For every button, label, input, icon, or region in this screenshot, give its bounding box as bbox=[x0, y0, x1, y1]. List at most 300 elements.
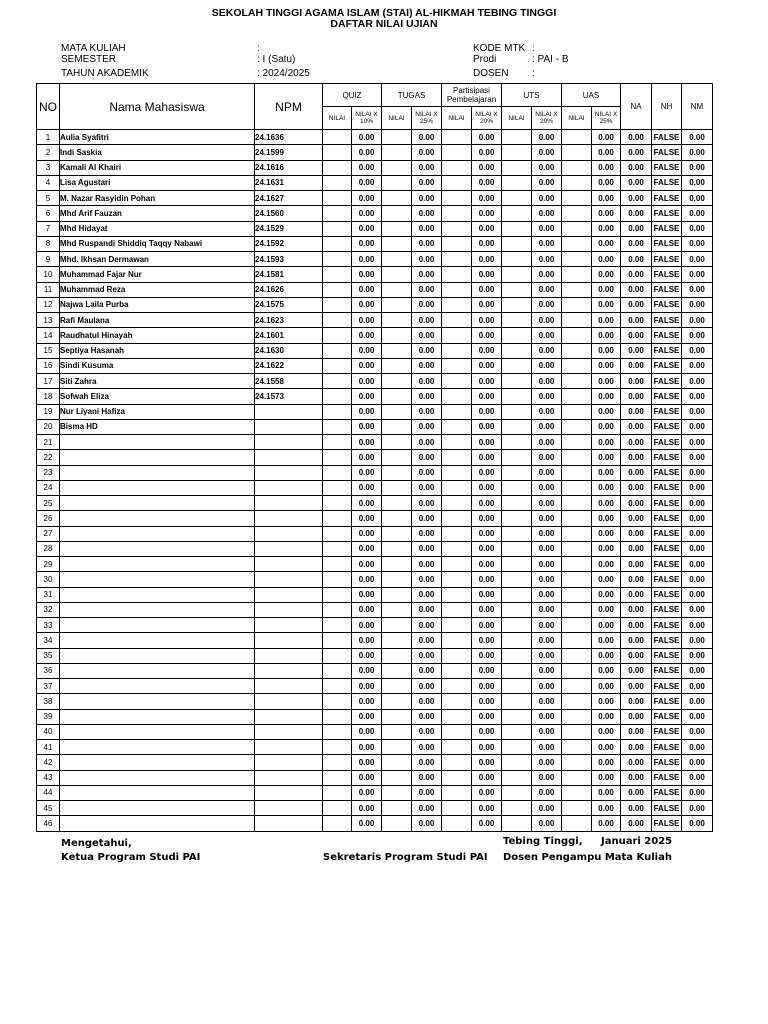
uas-nilai bbox=[562, 755, 592, 770]
uts-score: 0.00 bbox=[532, 602, 562, 617]
student-name bbox=[60, 526, 255, 541]
quiz-score: 0.00 bbox=[352, 297, 382, 312]
quiz-score: 0.00 bbox=[352, 648, 382, 663]
nm-cell: 0.00 bbox=[682, 618, 713, 633]
row-number: 9 bbox=[37, 252, 60, 267]
tugas-score: 0.00 bbox=[412, 724, 442, 739]
quiz-score: 0.00 bbox=[352, 602, 382, 617]
uas-nilai bbox=[562, 175, 592, 190]
tugas-nilai bbox=[382, 236, 412, 251]
nm-cell: 0.00 bbox=[682, 221, 713, 236]
na-cell: 0.00 bbox=[621, 663, 652, 678]
ketua-prodi-label: Ketua Program Studi PAI bbox=[61, 852, 201, 863]
uas-nilai bbox=[562, 313, 592, 328]
student-npm: 24.1623 bbox=[255, 313, 323, 328]
date-label: Januari 2025 bbox=[601, 836, 673, 847]
na-cell: 0.00 bbox=[621, 313, 652, 328]
quiz-nilai bbox=[323, 435, 352, 450]
partisipasi-score: 0.00 bbox=[472, 816, 502, 831]
nh-cell: FALSE bbox=[652, 816, 682, 831]
uas-score: 0.00 bbox=[592, 374, 621, 389]
partisipasi-nilai bbox=[442, 236, 472, 251]
header-uas: UAS bbox=[562, 84, 621, 107]
quiz-score: 0.00 bbox=[352, 236, 382, 251]
quiz-nilai bbox=[323, 328, 352, 343]
uts-score: 0.00 bbox=[532, 267, 562, 282]
partisipasi-nilai bbox=[442, 541, 472, 556]
quiz-nilai bbox=[323, 496, 352, 511]
uts-nilai bbox=[502, 236, 532, 251]
tugas-nilai bbox=[382, 313, 412, 328]
tugas-score: 0.00 bbox=[412, 602, 442, 617]
quiz-score: 0.00 bbox=[352, 419, 382, 434]
uas-nilai bbox=[562, 435, 592, 450]
partisipasi-score: 0.00 bbox=[472, 724, 502, 739]
partisipasi-nilai bbox=[442, 374, 472, 389]
nh-cell: FALSE bbox=[652, 435, 682, 450]
partisipasi-nilai bbox=[442, 206, 472, 221]
quiz-score: 0.00 bbox=[352, 770, 382, 785]
uts-score: 0.00 bbox=[532, 374, 562, 389]
partisipasi-nilai bbox=[442, 419, 472, 434]
student-name: Mhd Hidayat bbox=[60, 221, 255, 236]
uas-nilai bbox=[562, 480, 592, 495]
table-row bbox=[37, 801, 713, 816]
nh-cell: FALSE bbox=[652, 785, 682, 800]
header-uts-pct: NILAI X 20% bbox=[532, 107, 562, 130]
nh-cell: FALSE bbox=[652, 145, 682, 160]
nm-cell: 0.00 bbox=[682, 160, 713, 175]
uas-nilai bbox=[562, 496, 592, 511]
nm-cell: 0.00 bbox=[682, 770, 713, 785]
nh-cell: FALSE bbox=[652, 236, 682, 251]
partisipasi-score: 0.00 bbox=[472, 435, 502, 450]
uts-score: 0.00 bbox=[532, 633, 562, 648]
row-number: 36 bbox=[37, 663, 60, 678]
uas-score: 0.00 bbox=[592, 297, 621, 312]
table-row bbox=[37, 191, 713, 206]
student-name bbox=[60, 694, 255, 709]
partisipasi-score: 0.00 bbox=[472, 511, 502, 526]
header-uas-nilai: NILAI bbox=[562, 107, 592, 130]
sekretaris-prodi-label: Sekretaris Program Studi PAI bbox=[323, 852, 488, 863]
na-cell: 0.00 bbox=[621, 374, 652, 389]
partisipasi-nilai bbox=[442, 404, 472, 419]
na-cell: 0.00 bbox=[621, 572, 652, 587]
partisipasi-nilai bbox=[442, 755, 472, 770]
table-row bbox=[37, 404, 713, 419]
quiz-score: 0.00 bbox=[352, 526, 382, 541]
tugas-nilai bbox=[382, 374, 412, 389]
student-npm bbox=[255, 648, 323, 663]
nm-cell: 0.00 bbox=[682, 206, 713, 221]
quiz-nilai bbox=[323, 724, 352, 739]
partisipasi-score: 0.00 bbox=[472, 755, 502, 770]
uas-score: 0.00 bbox=[592, 236, 621, 251]
uts-score: 0.00 bbox=[532, 130, 562, 145]
na-cell: 0.00 bbox=[621, 145, 652, 160]
table-row bbox=[37, 618, 713, 633]
tugas-score: 0.00 bbox=[412, 145, 442, 160]
na-cell: 0.00 bbox=[621, 404, 652, 419]
tugas-score: 0.00 bbox=[412, 557, 442, 572]
dosen-value: : bbox=[532, 68, 535, 79]
partisipasi-nilai bbox=[442, 785, 472, 800]
nh-cell: FALSE bbox=[652, 496, 682, 511]
tugas-score: 0.00 bbox=[412, 160, 442, 175]
quiz-nilai bbox=[323, 602, 352, 617]
student-npm: 24.1601 bbox=[255, 328, 323, 343]
tugas-score: 0.00 bbox=[412, 755, 442, 770]
student-npm: 24.1560 bbox=[255, 206, 323, 221]
nh-cell: FALSE bbox=[652, 328, 682, 343]
quiz-nilai bbox=[323, 206, 352, 221]
partisipasi-nilai bbox=[442, 587, 472, 602]
quiz-nilai bbox=[323, 450, 352, 465]
row-number: 27 bbox=[37, 526, 60, 541]
table-row bbox=[37, 328, 713, 343]
partisipasi-score: 0.00 bbox=[472, 145, 502, 160]
student-name: Bisma HD bbox=[60, 419, 255, 434]
uas-nilai bbox=[562, 648, 592, 663]
nm-cell: 0.00 bbox=[682, 602, 713, 617]
uts-score: 0.00 bbox=[532, 801, 562, 816]
nh-cell: FALSE bbox=[652, 252, 682, 267]
dosen-pengampu-label: Dosen Pengampu Mata Kuliah bbox=[503, 852, 672, 863]
row-number: 8 bbox=[37, 236, 60, 251]
student-npm bbox=[255, 587, 323, 602]
uas-score: 0.00 bbox=[592, 526, 621, 541]
table-row bbox=[37, 541, 713, 556]
quiz-nilai bbox=[323, 480, 352, 495]
tugas-nilai bbox=[382, 465, 412, 480]
uas-nilai bbox=[562, 130, 592, 145]
nh-cell: FALSE bbox=[652, 526, 682, 541]
uas-score: 0.00 bbox=[592, 145, 621, 160]
uas-score: 0.00 bbox=[592, 663, 621, 678]
header-tugas-pct: NILAI X 25% bbox=[412, 107, 442, 130]
row-number: 30 bbox=[37, 572, 60, 587]
tugas-nilai bbox=[382, 511, 412, 526]
quiz-nilai bbox=[323, 130, 352, 145]
uas-score: 0.00 bbox=[592, 389, 621, 404]
tugas-nilai bbox=[382, 252, 412, 267]
table-row bbox=[37, 236, 713, 251]
uas-nilai bbox=[562, 236, 592, 251]
header-uts: UTS bbox=[502, 84, 562, 107]
quiz-score: 0.00 bbox=[352, 282, 382, 297]
table-row bbox=[37, 297, 713, 312]
na-cell: 0.00 bbox=[621, 785, 652, 800]
tugas-nilai bbox=[382, 785, 412, 800]
tugas-score: 0.00 bbox=[412, 541, 442, 556]
tugas-score: 0.00 bbox=[412, 785, 442, 800]
student-npm bbox=[255, 435, 323, 450]
student-name bbox=[60, 679, 255, 694]
quiz-nilai bbox=[323, 679, 352, 694]
nm-cell: 0.00 bbox=[682, 557, 713, 572]
uas-score: 0.00 bbox=[592, 221, 621, 236]
table-row bbox=[37, 572, 713, 587]
partisipasi-score: 0.00 bbox=[472, 404, 502, 419]
partisipasi-nilai bbox=[442, 328, 472, 343]
tugas-score: 0.00 bbox=[412, 236, 442, 251]
nh-cell: FALSE bbox=[652, 511, 682, 526]
quiz-score: 0.00 bbox=[352, 572, 382, 587]
mengetahui-label: Mengetahui, bbox=[61, 838, 132, 849]
table-row bbox=[37, 358, 713, 373]
quiz-score: 0.00 bbox=[352, 511, 382, 526]
na-cell: 0.00 bbox=[621, 709, 652, 724]
nm-cell: 0.00 bbox=[682, 374, 713, 389]
nh-cell: FALSE bbox=[652, 175, 682, 190]
na-cell: 0.00 bbox=[621, 282, 652, 297]
uts-score: 0.00 bbox=[532, 313, 562, 328]
uts-nilai bbox=[502, 313, 532, 328]
quiz-nilai bbox=[323, 785, 352, 800]
quiz-score: 0.00 bbox=[352, 206, 382, 221]
uts-score: 0.00 bbox=[532, 541, 562, 556]
nm-cell: 0.00 bbox=[682, 740, 713, 755]
uts-nilai bbox=[502, 130, 532, 145]
na-cell: 0.00 bbox=[621, 740, 652, 755]
student-name: Siti Zahra bbox=[60, 374, 255, 389]
uts-score: 0.00 bbox=[532, 389, 562, 404]
nm-cell: 0.00 bbox=[682, 663, 713, 678]
student-name: Mhd Ruspandi Shiddiq Taqqy Nabawi bbox=[60, 236, 255, 251]
quiz-nilai bbox=[323, 648, 352, 663]
row-number: 17 bbox=[37, 374, 60, 389]
nh-cell: FALSE bbox=[652, 450, 682, 465]
quiz-score: 0.00 bbox=[352, 694, 382, 709]
uas-score: 0.00 bbox=[592, 328, 621, 343]
tugas-nilai bbox=[382, 755, 412, 770]
row-number: 37 bbox=[37, 679, 60, 694]
quiz-score: 0.00 bbox=[352, 633, 382, 648]
table-row bbox=[37, 435, 713, 450]
quiz-score: 0.00 bbox=[352, 587, 382, 602]
uas-nilai bbox=[562, 389, 592, 404]
uts-score: 0.00 bbox=[532, 679, 562, 694]
prodi-label: Prodi bbox=[473, 54, 497, 65]
tugas-score: 0.00 bbox=[412, 663, 442, 678]
row-number: 24 bbox=[37, 480, 60, 495]
student-name bbox=[60, 587, 255, 602]
student-name bbox=[60, 511, 255, 526]
na-cell: 0.00 bbox=[621, 679, 652, 694]
na-cell: 0.00 bbox=[621, 648, 652, 663]
student-name: Sindi Kusuma bbox=[60, 358, 255, 373]
quiz-score: 0.00 bbox=[352, 145, 382, 160]
table-row bbox=[37, 602, 713, 617]
uts-score: 0.00 bbox=[532, 785, 562, 800]
uts-score: 0.00 bbox=[532, 343, 562, 358]
uts-score: 0.00 bbox=[532, 770, 562, 785]
nm-cell: 0.00 bbox=[682, 785, 713, 800]
table-row bbox=[37, 130, 713, 145]
tugas-score: 0.00 bbox=[412, 572, 442, 587]
tugas-nilai bbox=[382, 679, 412, 694]
uas-nilai bbox=[562, 374, 592, 389]
uas-score: 0.00 bbox=[592, 252, 621, 267]
partisipasi-score: 0.00 bbox=[472, 297, 502, 312]
header-tugas: TUGAS bbox=[382, 84, 442, 107]
uas-nilai bbox=[562, 587, 592, 602]
row-number: 6 bbox=[37, 206, 60, 221]
tugas-nilai bbox=[382, 145, 412, 160]
nh-cell: FALSE bbox=[652, 541, 682, 556]
student-npm: 24.1592 bbox=[255, 236, 323, 251]
tugas-nilai bbox=[382, 709, 412, 724]
row-number: 29 bbox=[37, 557, 60, 572]
uas-nilai bbox=[562, 801, 592, 816]
tugas-score: 0.00 bbox=[412, 435, 442, 450]
student-npm bbox=[255, 740, 323, 755]
uas-score: 0.00 bbox=[592, 358, 621, 373]
student-name: Septiya Hasanah bbox=[60, 343, 255, 358]
uts-nilai bbox=[502, 648, 532, 663]
nh-cell: FALSE bbox=[652, 694, 682, 709]
tugas-score: 0.00 bbox=[412, 694, 442, 709]
uas-nilai bbox=[562, 511, 592, 526]
quiz-nilai bbox=[323, 252, 352, 267]
uts-score: 0.00 bbox=[532, 709, 562, 724]
partisipasi-nilai bbox=[442, 496, 472, 511]
uts-score: 0.00 bbox=[532, 572, 562, 587]
uts-nilai bbox=[502, 419, 532, 434]
nm-cell: 0.00 bbox=[682, 236, 713, 251]
tugas-score: 0.00 bbox=[412, 358, 442, 373]
tugas-score: 0.00 bbox=[412, 191, 442, 206]
uts-score: 0.00 bbox=[532, 206, 562, 221]
header-uts-nilai: NILAI bbox=[502, 107, 532, 130]
partisipasi-score: 0.00 bbox=[472, 663, 502, 678]
row-number: 41 bbox=[37, 740, 60, 755]
quiz-nilai bbox=[323, 618, 352, 633]
nh-cell: FALSE bbox=[652, 770, 682, 785]
table-row bbox=[37, 206, 713, 221]
uts-nilai bbox=[502, 206, 532, 221]
tugas-nilai bbox=[382, 496, 412, 511]
quiz-score: 0.00 bbox=[352, 679, 382, 694]
uas-score: 0.00 bbox=[592, 785, 621, 800]
uas-nilai bbox=[562, 618, 592, 633]
nh-cell: FALSE bbox=[652, 572, 682, 587]
nh-cell: FALSE bbox=[652, 419, 682, 434]
header-npm: NPM bbox=[255, 84, 323, 130]
uts-nilai bbox=[502, 511, 532, 526]
quiz-score: 0.00 bbox=[352, 328, 382, 343]
partisipasi-nilai bbox=[442, 633, 472, 648]
uas-score: 0.00 bbox=[592, 557, 621, 572]
header-partisipasi: Partisipasi Pembelajaran bbox=[442, 84, 502, 107]
student-npm: 24.1626 bbox=[255, 282, 323, 297]
row-number: 44 bbox=[37, 785, 60, 800]
student-npm: 24.1636 bbox=[255, 130, 323, 145]
nh-cell: FALSE bbox=[652, 267, 682, 282]
uts-nilai bbox=[502, 221, 532, 236]
tugas-score: 0.00 bbox=[412, 221, 442, 236]
row-number: 22 bbox=[37, 450, 60, 465]
quiz-nilai bbox=[323, 541, 352, 556]
uts-nilai bbox=[502, 587, 532, 602]
uas-nilai bbox=[562, 282, 592, 297]
partisipasi-score: 0.00 bbox=[472, 587, 502, 602]
nm-cell: 0.00 bbox=[682, 389, 713, 404]
uas-nilai bbox=[562, 679, 592, 694]
uts-nilai bbox=[502, 618, 532, 633]
uas-score: 0.00 bbox=[592, 191, 621, 206]
uts-nilai bbox=[502, 679, 532, 694]
uas-score: 0.00 bbox=[592, 404, 621, 419]
partisipasi-nilai bbox=[442, 252, 472, 267]
quiz-score: 0.00 bbox=[352, 389, 382, 404]
uts-score: 0.00 bbox=[532, 618, 562, 633]
partisipasi-score: 0.00 bbox=[472, 358, 502, 373]
student-npm: 24.1631 bbox=[255, 175, 323, 190]
partisipasi-score: 0.00 bbox=[472, 267, 502, 282]
quiz-score: 0.00 bbox=[352, 801, 382, 816]
uts-score: 0.00 bbox=[532, 480, 562, 495]
tugas-nilai bbox=[382, 663, 412, 678]
partisipasi-score: 0.00 bbox=[472, 236, 502, 251]
uas-score: 0.00 bbox=[592, 694, 621, 709]
uas-score: 0.00 bbox=[592, 541, 621, 556]
tugas-score: 0.00 bbox=[412, 679, 442, 694]
student-name: Aulia Syafitri bbox=[60, 130, 255, 145]
na-cell: 0.00 bbox=[621, 236, 652, 251]
student-npm bbox=[255, 633, 323, 648]
uts-nilai bbox=[502, 435, 532, 450]
tugas-score: 0.00 bbox=[412, 709, 442, 724]
partisipasi-score: 0.00 bbox=[472, 221, 502, 236]
uas-score: 0.00 bbox=[592, 496, 621, 511]
uts-score: 0.00 bbox=[532, 175, 562, 190]
uas-nilai bbox=[562, 633, 592, 648]
student-name bbox=[60, 465, 255, 480]
na-cell: 0.00 bbox=[621, 252, 652, 267]
tugas-score: 0.00 bbox=[412, 404, 442, 419]
tugas-score: 0.00 bbox=[412, 496, 442, 511]
tugas-nilai bbox=[382, 526, 412, 541]
uts-nilai bbox=[502, 740, 532, 755]
na-cell: 0.00 bbox=[621, 480, 652, 495]
student-npm bbox=[255, 602, 323, 617]
nm-cell: 0.00 bbox=[682, 511, 713, 526]
tugas-score: 0.00 bbox=[412, 297, 442, 312]
nh-cell: FALSE bbox=[652, 755, 682, 770]
tugas-nilai bbox=[382, 801, 412, 816]
uts-score: 0.00 bbox=[532, 160, 562, 175]
uts-score: 0.00 bbox=[532, 648, 562, 663]
student-npm: 24.1616 bbox=[255, 160, 323, 175]
nh-cell: FALSE bbox=[652, 282, 682, 297]
row-number: 43 bbox=[37, 770, 60, 785]
partisipasi-score: 0.00 bbox=[472, 313, 502, 328]
uas-score: 0.00 bbox=[592, 572, 621, 587]
tugas-nilai bbox=[382, 572, 412, 587]
partisipasi-score: 0.00 bbox=[472, 343, 502, 358]
student-name bbox=[60, 724, 255, 739]
na-cell: 0.00 bbox=[621, 191, 652, 206]
na-cell: 0.00 bbox=[621, 770, 652, 785]
student-name bbox=[60, 480, 255, 495]
tugas-nilai bbox=[382, 160, 412, 175]
semester-value: : I (Satu) bbox=[257, 54, 296, 65]
tugas-score: 0.00 bbox=[412, 816, 442, 831]
uts-nilai bbox=[502, 358, 532, 373]
tugas-nilai bbox=[382, 328, 412, 343]
